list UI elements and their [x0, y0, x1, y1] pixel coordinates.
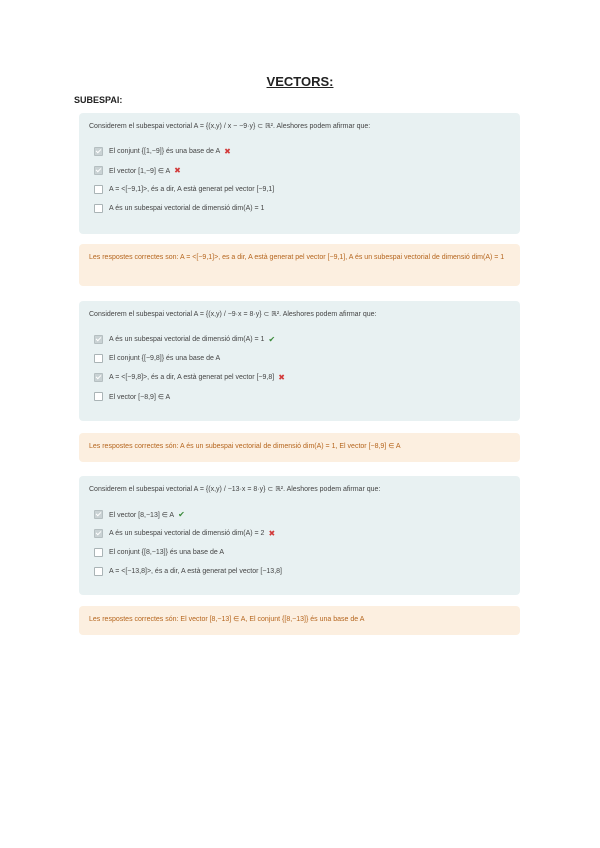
checkbox[interactable]: [94, 567, 103, 576]
section-heading: SUBESPAI:: [74, 95, 123, 105]
option-4[interactable]: [89, 387, 510, 406]
option-label: El conjunt {[8,−13]} és una base de A: [109, 549, 225, 556]
correct-mark-icon: ✔: [268, 335, 276, 344]
option-label: El conjunt {[1,−9]} és una base de A: [109, 148, 221, 155]
option-label: El vector [8,−13] ∈ A: [109, 511, 175, 519]
option-4[interactable]: [89, 562, 510, 581]
checkbox[interactable]: [94, 392, 103, 401]
option-2[interactable]: [89, 524, 510, 543]
question-card-1: [79, 113, 520, 234]
checkbox[interactable]: [94, 373, 103, 382]
checkbox[interactable]: [94, 548, 103, 557]
checkbox[interactable]: [94, 335, 103, 344]
option-label: A és un subespai vectorial de dimensió dim(A) = 2: [109, 530, 265, 537]
answer-feedback-2: Les respostes correctes són: A és un subespai vectorial de dimensió dim(A) = 1, El vector [−8,9] ∈ A: [79, 433, 520, 462]
question-card-3: [79, 476, 520, 595]
option-label: El conjunt {[−9,8]} és una base de A: [109, 355, 221, 362]
page-title: VECTORS:: [266, 74, 334, 89]
option-label: A és un subespai vectorial de dimensió dim(A) = 1: [109, 336, 265, 343]
wrong-mark-icon: ✖: [268, 529, 276, 538]
option-label: A = <[−13,8]>, és a dir, A està generat pel vector [−13,8]: [109, 568, 282, 575]
question-prompt: Considerem el subespai vectorial A = {(x,y) / x − −9·y} ⊂ ℝ². Aleshores podem afirmar que:: [89, 123, 371, 130]
wrong-mark-icon: ✖: [174, 166, 181, 175]
option-4[interactable]: [89, 199, 510, 218]
option-1[interactable]: [89, 142, 510, 161]
option-3[interactable]: [89, 368, 510, 387]
checkbox[interactable]: [94, 185, 103, 194]
option-3[interactable]: [89, 180, 510, 199]
wrong-mark-icon: ✖: [278, 373, 285, 382]
answer-feedback-1: Les respostes correctes son: A = <[−9,1]>, es a dir, A està generat pel vector [−9,1], A és un subespai vectorial de dimensió dim(A) = 1: [79, 244, 520, 286]
option-3[interactable]: [89, 543, 510, 562]
question-card-2: [79, 301, 520, 421]
option-label: A = <[−9,8]>, és a dir, A està generat pel vector [−9,8]: [109, 374, 275, 381]
option-1[interactable]: [89, 505, 510, 524]
option-2[interactable]: [89, 161, 510, 180]
option-label: A = <[−9,1]>, és a dir, A està generat pel vector [−9,1]: [109, 186, 275, 193]
checkbox[interactable]: [94, 354, 103, 363]
answer-feedback-3: Les respostes correctes són: El vector [8,−13] ∈ A, El conjunt {[8,−13]} és una base de A: [79, 606, 520, 635]
correct-mark-icon: ✔: [178, 510, 185, 519]
checkbox[interactable]: [94, 529, 103, 538]
option-label: El vector [1,−9] ∈ A: [109, 167, 171, 175]
option-1[interactable]: [89, 330, 510, 349]
question-prompt: Considerem el subespai vectorial A = {(x,y) / −9·x = 8·y} ⊂ ℝ². Aleshores podem afirmar que:: [89, 311, 377, 318]
question-prompt: Considerem el subespai vectorial A = {(x,y) / −13·x = 8·y} ⊂ ℝ². Aleshores podem afirmar que:: [89, 486, 381, 493]
option-label: El vector [−8,9] ∈ A: [109, 393, 171, 401]
option-2[interactable]: [89, 349, 510, 368]
option-label: A és un subespai vectorial de dimensió dim(A) = 1: [109, 205, 265, 212]
checkbox[interactable]: [94, 147, 103, 156]
checkbox[interactable]: [94, 166, 103, 175]
checkbox[interactable]: [94, 510, 103, 519]
checkbox[interactable]: [94, 204, 103, 213]
wrong-mark-icon: ✖: [224, 147, 231, 156]
